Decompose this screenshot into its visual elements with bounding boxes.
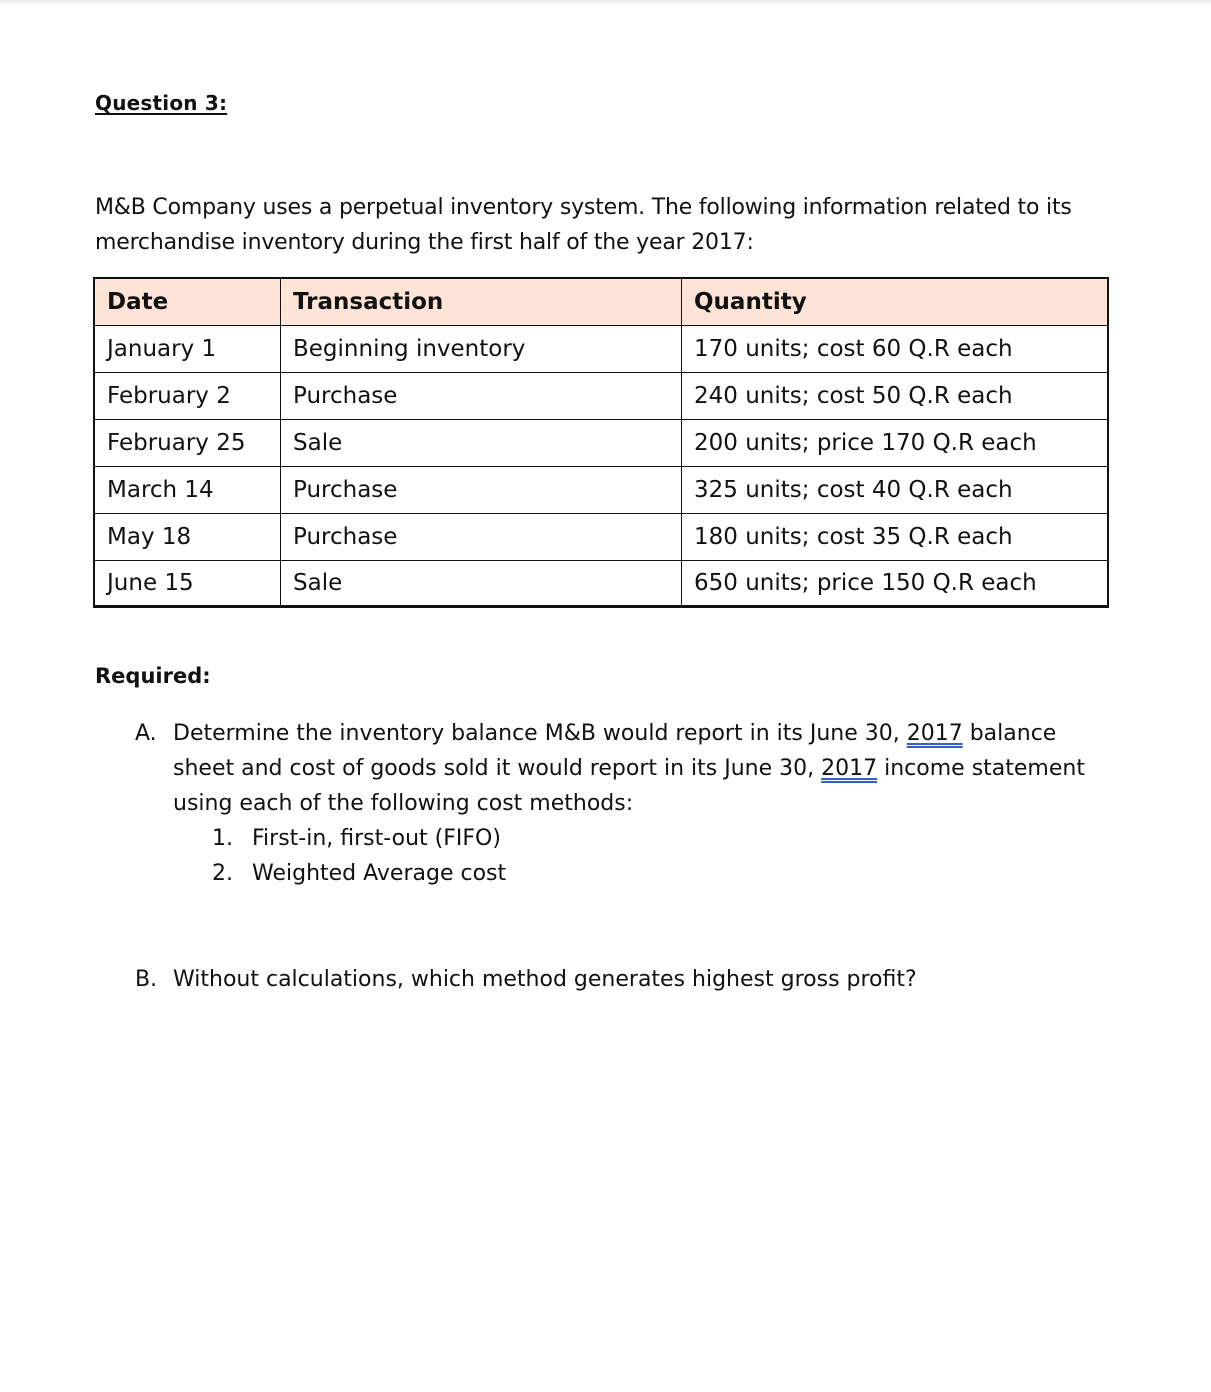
intro-paragraph [95,190,1115,260]
requirement-a-line-2-end: income statement [877,756,1085,781]
list-item-number: 1. [212,826,233,851]
cell-quantity: 200 units; price 170 Q.R each [682,420,1109,467]
cell-transaction: Purchase [281,514,682,561]
cell-quantity: 180 units; cost 35 Q.R each [682,514,1109,561]
cell-transaction: Sale [281,561,682,607]
table-row [94,514,1108,561]
requirement-a-line-3: using each of the following cost methods: [173,791,634,816]
requirement-a-line-2-start: sheet and cost of goods sold it would report in its June 30, [173,756,822,781]
cell-quantity: 170 units; cost 60 Q.R each [682,326,1109,373]
spellcheck-year: 2017 [906,721,963,746]
cell-transaction: Sale [281,420,682,467]
requirement-b-text: Without calculations, which method generates highest gross profit? [173,967,917,992]
cell-transaction: Purchase [281,373,682,420]
table-header-row [94,278,1108,326]
cell-quantity: 650 units; price 150 Q.R each [682,561,1109,607]
table-row [94,561,1108,607]
intro-line-2: merchandise inventory during the first half of the year 2017: [95,230,754,255]
list-item-text: First-in, first-out (FIFO) [252,826,501,851]
cell-date: May 18 [94,514,281,561]
list-item [212,821,506,856]
requirement-a-line-1 [173,716,1115,751]
header-transaction: Transaction [281,278,682,326]
requirement-a-marker: A. [135,721,157,746]
requirement-a-line-1-end: balance [962,721,1057,746]
table-row [94,420,1108,467]
requirement-b [135,962,917,997]
table-row [94,373,1108,420]
requirement-a-line-1-start: Determine the inventory balance M&B would report in its June 30, [173,721,907,746]
page-top-edge [0,0,1211,6]
list-item-text: Weighted Average cost [252,861,507,886]
cell-date: February 25 [94,420,281,467]
cell-transaction: Beginning inventory [281,326,682,373]
list-item-number: 2. [212,861,233,886]
cell-date: February 2 [94,373,281,420]
spellcheck-year: 2017 [821,756,878,781]
cell-quantity: 240 units; cost 50 Q.R each [682,373,1109,420]
table-row [94,326,1108,373]
inventory-table [93,277,1109,608]
cost-methods-list [212,821,506,891]
cell-date: January 1 [94,326,281,373]
header-quantity: Quantity [682,278,1109,326]
cell-date: March 14 [94,467,281,514]
intro-line-1: M&B Company uses a perpetual inventory system. The following information related to its [95,195,1072,220]
header-date: Date [94,278,281,326]
question-title: Question 3: [95,91,228,115]
table-row [94,467,1108,514]
requirement-a-text [173,716,1115,821]
cell-quantity: 325 units; cost 40 Q.R each [682,467,1109,514]
cell-transaction: Purchase [281,467,682,514]
requirement-b-marker: B. [135,967,158,992]
cell-date: June 15 [94,561,281,607]
requirement-a [135,716,1115,821]
list-item [212,856,506,891]
required-heading: Required: [95,664,211,688]
requirement-a-line-2 [173,751,1115,786]
